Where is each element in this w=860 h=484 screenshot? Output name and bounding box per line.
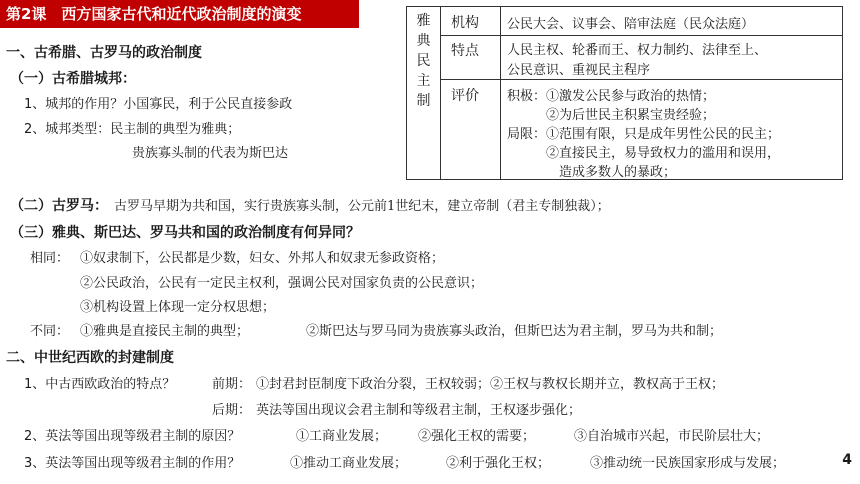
- q2-line2: 贵族寡头制的代表为斯巴达: [132, 146, 289, 161]
- diff-sparta-rome: ②斯巴达与罗马同为贵族寡头政治，但斯巴达为君主制，罗马为共和制；: [306, 324, 723, 339]
- same-label: 相同：: [30, 251, 70, 266]
- row-label-institution: 机构: [451, 15, 479, 31]
- section2-heading: 二、中世纪西欧的封建制度: [6, 350, 174, 366]
- row-value-features-2: 公民意识、重视民主程序: [507, 63, 651, 78]
- evaluation-line: 积极：①激发公民参与政治的热情；: [507, 89, 716, 104]
- evaluation-line: ②直接民主，易导致权力的滥用和误用，: [507, 146, 781, 161]
- comparison-heading: （三）雅典、斯巴达、罗马共和国的政治制度有何异同？: [10, 225, 360, 241]
- s2-q2-label: 2、英法等国出现等级君主制的原因？: [24, 429, 241, 444]
- rome-label: （二）古罗马：: [10, 198, 108, 214]
- table-title-char: 制: [416, 93, 431, 109]
- s2-q1-early: ①封君封臣制度下政治分裂，王权较弱；②王权与教权长期并立，教权高于王权；: [256, 377, 725, 392]
- athens-democracy-table: [406, 6, 843, 180]
- q2-line1: 民主制的典型为雅典；: [110, 122, 241, 137]
- rome-row: [10, 195, 610, 215]
- s2-q1-late: 英法等国出现议会君主制和等级君主制，王权逐步强化；: [256, 403, 582, 418]
- page-number: 4: [842, 452, 852, 468]
- section1-heading: 一、古希腊、古罗马的政治制度: [6, 45, 202, 61]
- s2-q1-early-label: 前期：: [212, 377, 252, 392]
- lesson-title: 第2课 西方国家古代和近代政治制度的演变: [0, 0, 359, 28]
- same-line: ①奴隶制下，公民都是少数，妇女、外邦人和奴隶无参政资格；: [80, 251, 445, 266]
- table-title-char: 雅: [416, 13, 431, 29]
- rome-text: 古罗马早期为共和国，实行贵族寡头制，公元前1世纪末，建立帝制（君主专制独裁）；: [114, 199, 610, 214]
- table-divider: [440, 79, 842, 80]
- row-value-features-1: 人民主权、轮番而王、权力制约、法律至上、: [507, 43, 768, 58]
- s2-q1-label: 1、中古西欧政治的特点？: [24, 377, 176, 392]
- row-label-features: 特点: [451, 43, 479, 59]
- diff-label: 不同：: [30, 324, 70, 339]
- q1-label: 1、城邦的作用？: [24, 97, 124, 112]
- evaluation-line: ②为后世民主积累宝贵经验；: [507, 108, 716, 123]
- greek-city-state-heading: （一）古希腊城邦：: [10, 71, 136, 87]
- table-divider: [440, 35, 842, 36]
- row-label-evaluation: 评价: [451, 88, 479, 104]
- evaluation-line: 造成多数人的暴政；: [507, 165, 677, 180]
- s2-q3-item: ③推动统一民族国家形成与发展；: [590, 456, 786, 471]
- s2-q1-late-label: 后期：: [212, 403, 252, 418]
- s2-q2-item: ①工商业发展；: [296, 429, 388, 444]
- diff-athens: ①雅典是直接民主制的典型；: [80, 324, 250, 339]
- table-title-char: 主: [416, 73, 431, 89]
- q1-row: [24, 93, 292, 112]
- table-divider: [440, 7, 441, 179]
- q2-row: [24, 118, 240, 137]
- table-vertical-title: [407, 11, 440, 111]
- table-title-char: 典: [416, 33, 431, 49]
- s2-q3-label: 3、英法等国出现等级君主制的作用？: [24, 456, 241, 471]
- s2-q3-item: ②利于强化王权；: [446, 456, 551, 471]
- same-line: ③机构设置上体现一定分权思想；: [80, 300, 276, 315]
- table-title-char: 民: [416, 53, 431, 69]
- s2-q2-item: ②强化王权的需要；: [418, 429, 536, 444]
- q1-answer: 小国寡民，利于公民直接参政: [123, 97, 293, 112]
- row-value-institution: 公民大会、议事会、陪审法庭（民众法庭）: [507, 17, 755, 32]
- same-line: ②公民政治，公民有一定民主权利，强调公民对国家负责的公民意识；: [80, 276, 484, 291]
- s2-q2-item: ③自治城市兴起，市民阶层壮大；: [574, 429, 770, 444]
- q2-label: 2、城邦类型：: [24, 122, 111, 137]
- s2-q3-item: ①推动工商业发展；: [290, 456, 408, 471]
- table-divider: [500, 7, 501, 179]
- evaluation-line: 局限：①范围有限，只是成年男性公民的民主；: [507, 127, 781, 142]
